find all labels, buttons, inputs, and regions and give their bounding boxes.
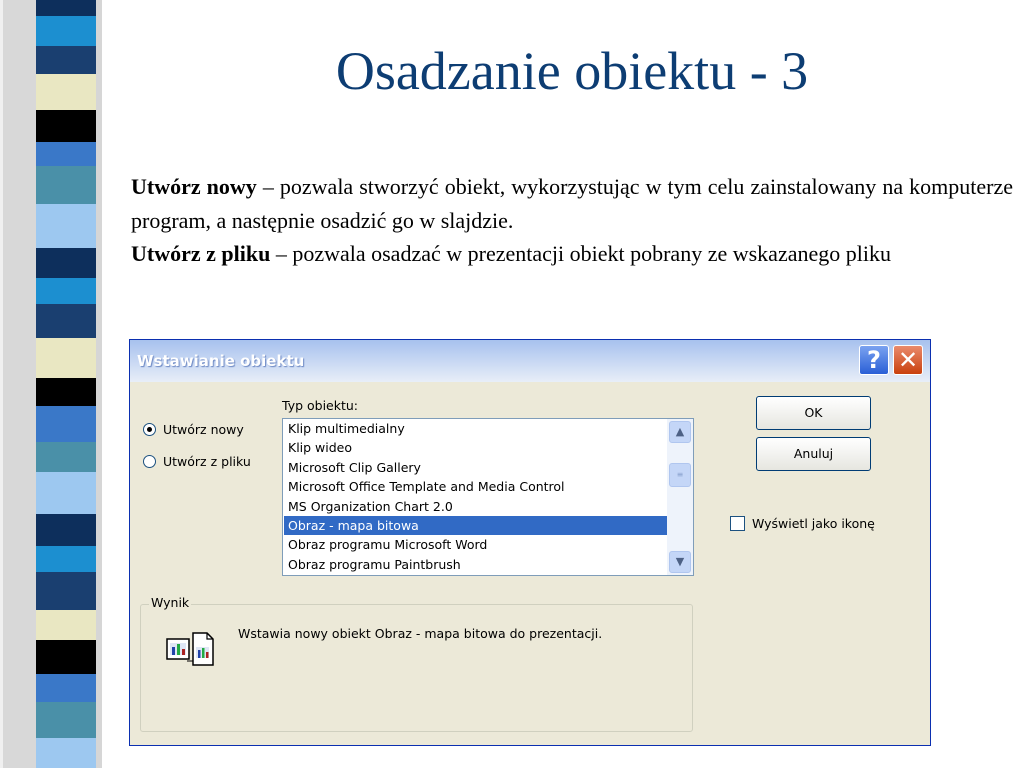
dialog-title: Wstawianie obiektu (137, 352, 305, 370)
radio-create-new-circle[interactable] (143, 423, 156, 436)
object-type-scrollbar[interactable] (667, 419, 693, 575)
bitmap-image-icon (163, 629, 215, 669)
slide-body (131, 170, 1013, 271)
paragraph-create-new (131, 170, 1013, 237)
display-as-icon-option[interactable] (730, 516, 875, 531)
dialog-titlebar[interactable] (130, 340, 930, 382)
object-type-item[interactable]: Klip multimedialny (288, 421, 405, 436)
radio-create-new[interactable] (143, 422, 244, 437)
object-type-label: Typ obiektu: (282, 398, 359, 413)
decorative-strip (0, 0, 120, 768)
slide-title: Osadzanie obiektu - 3 (335, 41, 809, 101)
chevron-up-icon: ▲ (675, 425, 685, 438)
object-type-item[interactable]: Obraz programu Paintbrush (288, 556, 461, 572)
result-label: Wynik (151, 595, 190, 610)
scroll-up-button[interactable] (669, 421, 691, 443)
radio-create-from-file-circle[interactable] (143, 455, 156, 468)
chevron-down-icon: ▼ (675, 555, 685, 568)
grip-icon: ≡ (676, 470, 684, 479)
radio-create-from-file-label[interactable]: Utwórz z pliku (163, 454, 251, 469)
cancel-button[interactable]: Anuluj (756, 437, 871, 471)
object-type-item[interactable]: Obraz programu Microsoft Word (288, 537, 488, 553)
object-type-list[interactable] (282, 418, 694, 576)
paragraph-create-new-text: – pozwala stworzyć obiekt, wykorzystując w tym celu zainstalowany na komputerze program, a następnie osadzić go w slajdzie. (131, 174, 1014, 233)
object-type-item[interactable]: Microsoft Office Template and Media Control (288, 479, 565, 495)
paragraph-create-from-file-text: – pozwala osadzać w prezentacji obiekt pobrany ze wskazanego pliku (270, 241, 891, 266)
radio-create-from-file[interactable] (143, 454, 251, 469)
object-type-item[interactable]: Microsoft Clip Gallery (288, 459, 421, 475)
close-icon: ✕ (897, 346, 919, 374)
term-create-from-file: Utwórz z pliku (131, 241, 271, 266)
display-as-icon-checkbox[interactable] (730, 516, 745, 531)
object-type-item[interactable]: Obraz - mapa bitowa (284, 516, 667, 535)
paragraph-create-from-file (131, 237, 1013, 271)
insert-object-dialog (129, 339, 931, 746)
object-type-items (284, 419, 667, 574)
scroll-down-button[interactable] (669, 551, 691, 573)
help-button[interactable] (859, 345, 889, 375)
result-group (140, 595, 693, 732)
radio-create-new-label[interactable]: Utwórz nowy (163, 422, 244, 437)
help-icon: ? (867, 346, 881, 374)
object-type-item[interactable]: Klip wideo (288, 440, 353, 456)
object-type-item[interactable]: MS Organization Chart 2.0 (288, 498, 453, 514)
display-as-icon-label[interactable]: Wyświetl jako ikonę (752, 516, 875, 531)
close-button[interactable] (893, 345, 923, 375)
result-description: Wstawia nowy obiekt Obraz - mapa bitowa do prezentacji. (238, 626, 603, 641)
scroll-thumb[interactable] (669, 463, 691, 487)
term-create-new: Utwórz nowy (131, 174, 257, 199)
ok-button[interactable]: OK (756, 396, 871, 430)
